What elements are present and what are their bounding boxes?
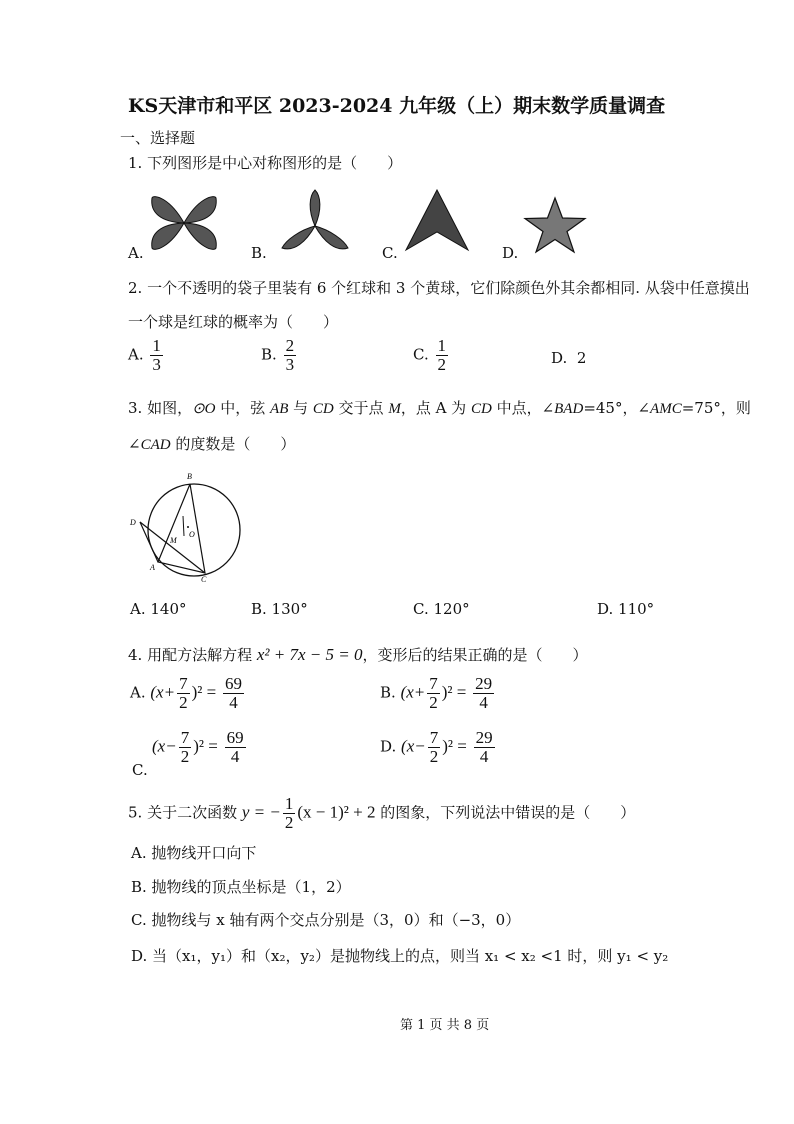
q3-text: ，点 A 为: [400, 399, 471, 417]
q4-stem: [128, 644, 587, 665]
q3-text: 的度数是（ ）: [170, 435, 296, 453]
section-heading: 一、选择题: [120, 129, 196, 147]
q3-label-a: A: [150, 563, 155, 572]
q3-text: 与: [288, 399, 313, 417]
denominator: 4: [230, 747, 240, 766]
q5-function-lhs: y = −: [241, 802, 281, 822]
q3-var: CAD: [140, 437, 171, 453]
q4-option-c-label: C.: [132, 761, 148, 779]
q4-option-a: [130, 675, 246, 712]
numerator: 29: [475, 674, 493, 693]
q4-option-c-value: [225, 729, 246, 766]
q1-stem: 1. 下列图形是中心对称图形的是（ ）: [128, 154, 403, 172]
q1-figure-b: [278, 188, 352, 254]
q3-circle-symbol: ⊙O: [192, 401, 216, 417]
q4-option-d-label: D.: [380, 737, 397, 756]
q1-label-c: C.: [382, 244, 398, 262]
q2-option-d: [551, 349, 586, 367]
q1-label-a: A.: [128, 244, 144, 262]
numerator: 7: [179, 674, 188, 693]
q5-option-a: A. 抛物线开口向下: [131, 844, 257, 862]
q4-option-d-fraction: [428, 729, 441, 766]
q3-text: =75°，则: [681, 399, 751, 417]
q3-label-b: B: [187, 472, 192, 481]
q3-label-m: M: [170, 536, 177, 545]
q2-option-d-value: 2: [576, 349, 587, 367]
q3-label-d: D: [130, 518, 136, 527]
denominator: 2: [429, 747, 439, 766]
q3-var: CD: [470, 401, 492, 417]
q4-option-c-rhs: )² =: [193, 736, 218, 756]
q2-option-d-label: D.: [551, 349, 568, 367]
denominator: 4: [479, 747, 489, 766]
q4-option-a-rhs: )² =: [191, 682, 217, 702]
q4-option-a-value: [223, 675, 244, 712]
q4-option-d-value: [474, 729, 495, 766]
q5-option-b: B. 抛物线的顶点坐标是（1，2）: [131, 878, 351, 896]
denominator: 2: [284, 813, 294, 832]
q3-var: AMC: [650, 401, 682, 417]
denominator: 2: [437, 355, 446, 374]
q4-option-c-lhs: (x−: [152, 736, 177, 756]
q4-option-c-fraction: [179, 729, 192, 766]
q3-option-a: A. 140°: [130, 600, 187, 618]
q2-option-a: [128, 337, 165, 374]
q2-stem-line1: 2. 一个不透明的袋子里装有 6 个红球和 3 个黄球，它们除颜色外其余都相同. 从袋中任意摸出: [128, 279, 750, 297]
q1-label-b: B.: [251, 244, 267, 262]
q2-option-a-label: A.: [128, 345, 144, 364]
q1-label-d: D.: [502, 244, 519, 262]
numerator: 29: [475, 728, 493, 747]
numerator: 7: [429, 674, 438, 693]
q3-text: 交于点: [333, 399, 389, 417]
q4-option-d: [380, 729, 497, 766]
q4-option-b-label: B.: [380, 683, 396, 702]
q1-figure-c: [404, 188, 470, 254]
q3-var: M: [388, 401, 401, 417]
denominator: 2: [429, 693, 438, 712]
q2-option-b: [261, 337, 298, 374]
q2-option-a-fraction: [150, 337, 163, 374]
q2-option-c-fraction: [436, 337, 449, 374]
q3-var: AB: [270, 401, 289, 417]
q3-option-d: D. 110°: [597, 600, 655, 618]
q2-option-c-label: C.: [413, 345, 429, 364]
q1-figure-d: [522, 196, 588, 254]
q4-option-b-fraction: [427, 675, 440, 712]
q4-option-a-label: A.: [130, 683, 146, 702]
q2-option-c: [413, 337, 450, 374]
q3-text: 3. 如图，: [128, 399, 193, 417]
q3-text: =45°，∠: [583, 399, 651, 417]
q4-equation: x² + 7x − 5 = 0: [256, 645, 363, 664]
q4-option-d-lhs: (x−: [401, 736, 426, 756]
q3-option-c: C. 120°: [413, 600, 470, 618]
page-footer: 第 1 页 共 8 页: [400, 1018, 490, 1033]
q3-label-c: C: [201, 575, 207, 584]
denominator: 4: [229, 693, 238, 712]
q4-option-b: [380, 675, 496, 712]
denominator: 3: [285, 355, 295, 374]
q4-option-d-rhs: )² =: [442, 736, 467, 756]
q4-option-c: [152, 729, 248, 766]
q3-stem-line1: [128, 397, 751, 418]
denominator: 4: [479, 693, 488, 712]
numerator: 7: [429, 728, 439, 747]
q3-text: ∠: [128, 435, 141, 453]
q3-text: 中，弦: [215, 399, 271, 417]
q5-option-c: C. 抛物线与 x 轴有两个交点分别是（3，0）和（−3，0）: [131, 911, 521, 929]
q4-option-a-fraction: [177, 675, 190, 712]
q3-circle-figure: [128, 470, 248, 585]
q5-text: 的图象，下列说法中错误的是（ ）: [375, 803, 636, 822]
q3-var: BAD: [554, 401, 584, 417]
numerator: 1: [437, 336, 446, 355]
q5-option-d: D. 当（x₁，y₁）和（x₂，y₂）是抛物线上的点，则当 x₁ < x₂ <1 时，则 y₁ < y₂: [131, 947, 669, 965]
q2-option-b-fraction: [284, 337, 297, 374]
denominator: 2: [179, 693, 188, 712]
q2-stem-line2: 一个球是红球的概率为（ ）: [128, 313, 339, 331]
numerator: 69: [226, 728, 244, 747]
q5-fraction: [283, 795, 296, 832]
q1-figure-a: [148, 190, 220, 256]
q3-var: CD: [312, 401, 334, 417]
denominator: 3: [152, 355, 161, 374]
numerator: 7: [180, 728, 190, 747]
q4-option-b-value: [473, 675, 494, 712]
denominator: 2: [180, 747, 190, 766]
q3-label-o: O: [189, 530, 195, 539]
numerator: 69: [224, 674, 242, 693]
q5-text: 5. 关于二次函数: [128, 803, 242, 822]
page-title: KS天津市和平区 2023-2024 九年级（上）期末数学质量调查: [128, 95, 666, 117]
numerator: 2: [285, 336, 295, 355]
q3-stem-line2: [128, 433, 295, 454]
numerator: 1: [152, 336, 161, 355]
q4-option-b-lhs: (x+: [400, 682, 426, 702]
q2-option-b-label: B.: [261, 345, 277, 364]
q5-stem: [128, 795, 635, 832]
q4-option-b-rhs: )² =: [441, 682, 467, 702]
q5-function-rest: (x − 1)² + 2: [297, 802, 376, 822]
numerator: 1: [284, 794, 294, 813]
q4-option-a-lhs: (x+: [150, 682, 176, 702]
q4-text: ，变形后的结果正确的是（ ）: [362, 646, 588, 664]
q3-option-b: B. 130°: [251, 600, 308, 618]
q4-text: 4. 用配方法解方程: [128, 646, 257, 664]
q3-text: 中点，∠: [491, 399, 555, 417]
